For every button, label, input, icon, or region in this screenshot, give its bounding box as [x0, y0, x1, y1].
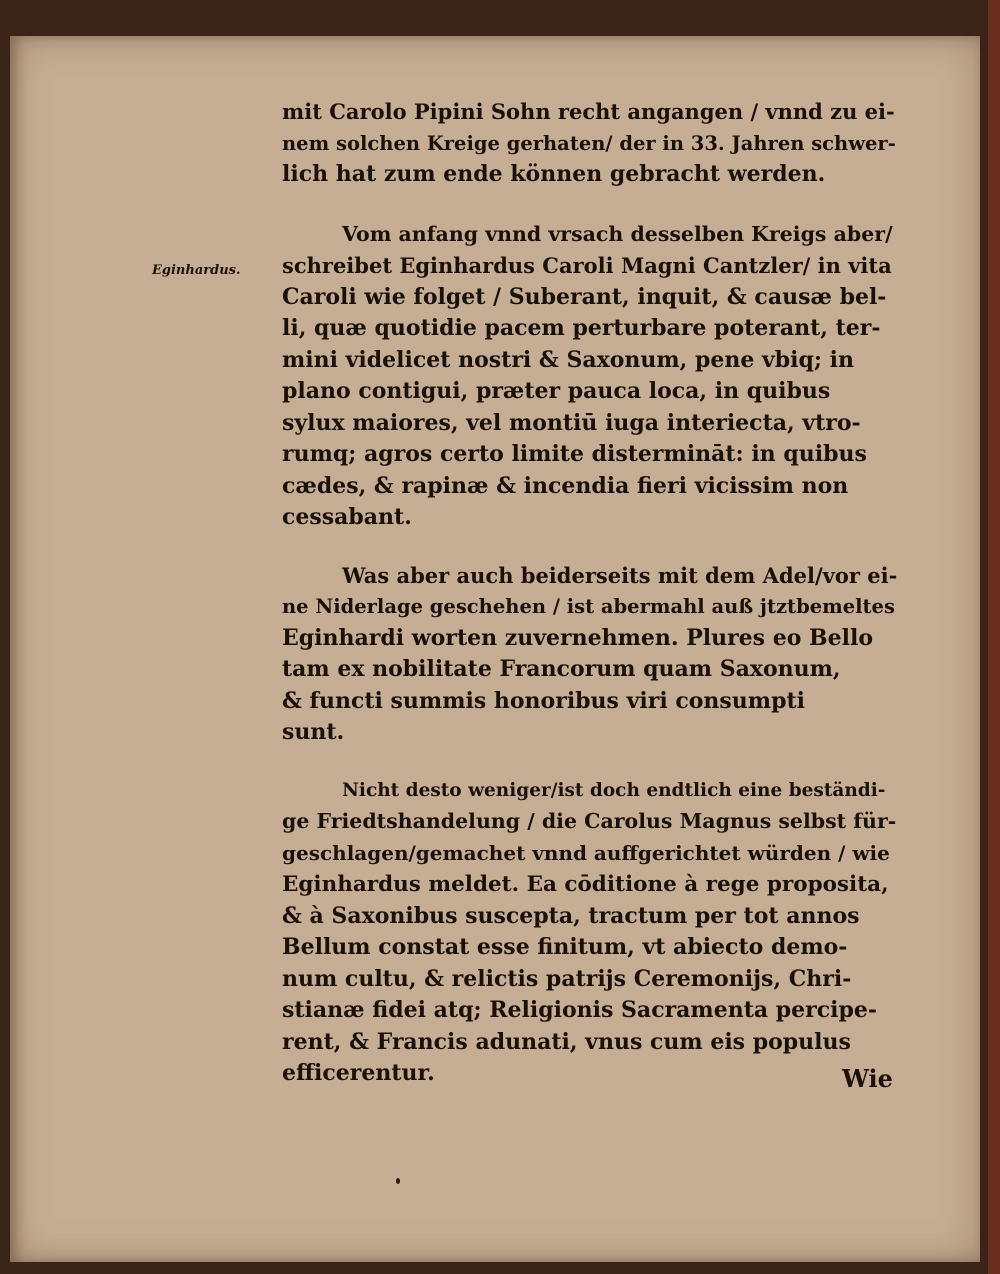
- text-line: cessabant.: [282, 504, 412, 530]
- body-text: [282, 96, 897, 1090]
- text-line: Bellum constat esse finitum, vt abiecto demo-: [282, 934, 848, 960]
- text-line: mini videlicet nostri & Saxonum, pene vbiq; in: [282, 346, 855, 373]
- text-line: sunt.: [282, 719, 345, 745]
- text-line: Caroli wie folget / Suberant, inquit, & causæ bel-: [282, 283, 887, 310]
- text-line: mit Carolo Pipini Sohn recht angangen / vnnd zu ei-: [282, 99, 895, 124]
- text-line: Nicht desto weniger/ist doch endtlich eine beständi-: [342, 779, 886, 801]
- text-line: Vom anfang vnnd vrsach desselben Kreigs aber/: [342, 221, 893, 246]
- text-line: cædes, & rapinæ & incendia fieri vicissim non: [282, 472, 849, 499]
- text-line: rumq; agros certo limite distermināt: in quibus: [282, 441, 867, 467]
- text-line: Eginhardus meldet. Ea cōditione à rege proposita,: [282, 872, 889, 897]
- text-line: ne Niderlage geschehen / ist abermahl auß jtztbemeltes: [282, 595, 895, 618]
- text-line: schreibet Eginhardus Caroli Magni Cantzler/ in vita: [282, 253, 892, 278]
- ink-speck: [396, 1178, 400, 1184]
- text-line: nem solchen Kreige gerhaten/ der in 33. Jahren schwer-: [282, 131, 896, 155]
- text-line: li, quæ quotidie pacem perturbare poterant, ter-: [282, 315, 881, 341]
- text-line: & à Saxonibus suscepta, tractum per tot annos: [282, 902, 860, 929]
- text-line: rent, & Francis adunati, vnus cum eis populus: [282, 1028, 851, 1055]
- text-line: & functi summis honoribus viri consumpti: [282, 687, 805, 714]
- catchword: Wie: [842, 1064, 893, 1093]
- binding-edge: [988, 0, 1000, 1274]
- text-line: Was aber auch beiderseits mit dem Adel/vor ei-: [342, 562, 897, 588]
- text-line: num cultu, & relictis patrijs Ceremonijs, Chri-: [282, 965, 852, 992]
- text-line: lich hat zum ende können gebracht werden.: [282, 161, 826, 187]
- text-line: sylux maiores, vel montiū iuga interiecta, vtro-: [282, 409, 861, 436]
- text-line: stianæ fidei atq; Religionis Sacramenta percipe-: [282, 997, 878, 1023]
- text-line: efficerentur.: [282, 1060, 435, 1086]
- text-line: plano contigui, præter pauca loca, in quibus: [282, 378, 831, 404]
- text-line: ge Friedtshandelung / die Carolus Magnus selbst für-: [282, 809, 897, 833]
- text-line: geschlagen/gemachet vnnd auffgerichtet würden / wie: [282, 840, 890, 865]
- marginal-note: Eginhardus.: [152, 263, 241, 278]
- text-line: tam ex nobilitate Francorum quam Saxonum,: [282, 656, 841, 682]
- text-line: Eginhardi worten zuvernehmen. Plures eo Bello: [282, 624, 874, 651]
